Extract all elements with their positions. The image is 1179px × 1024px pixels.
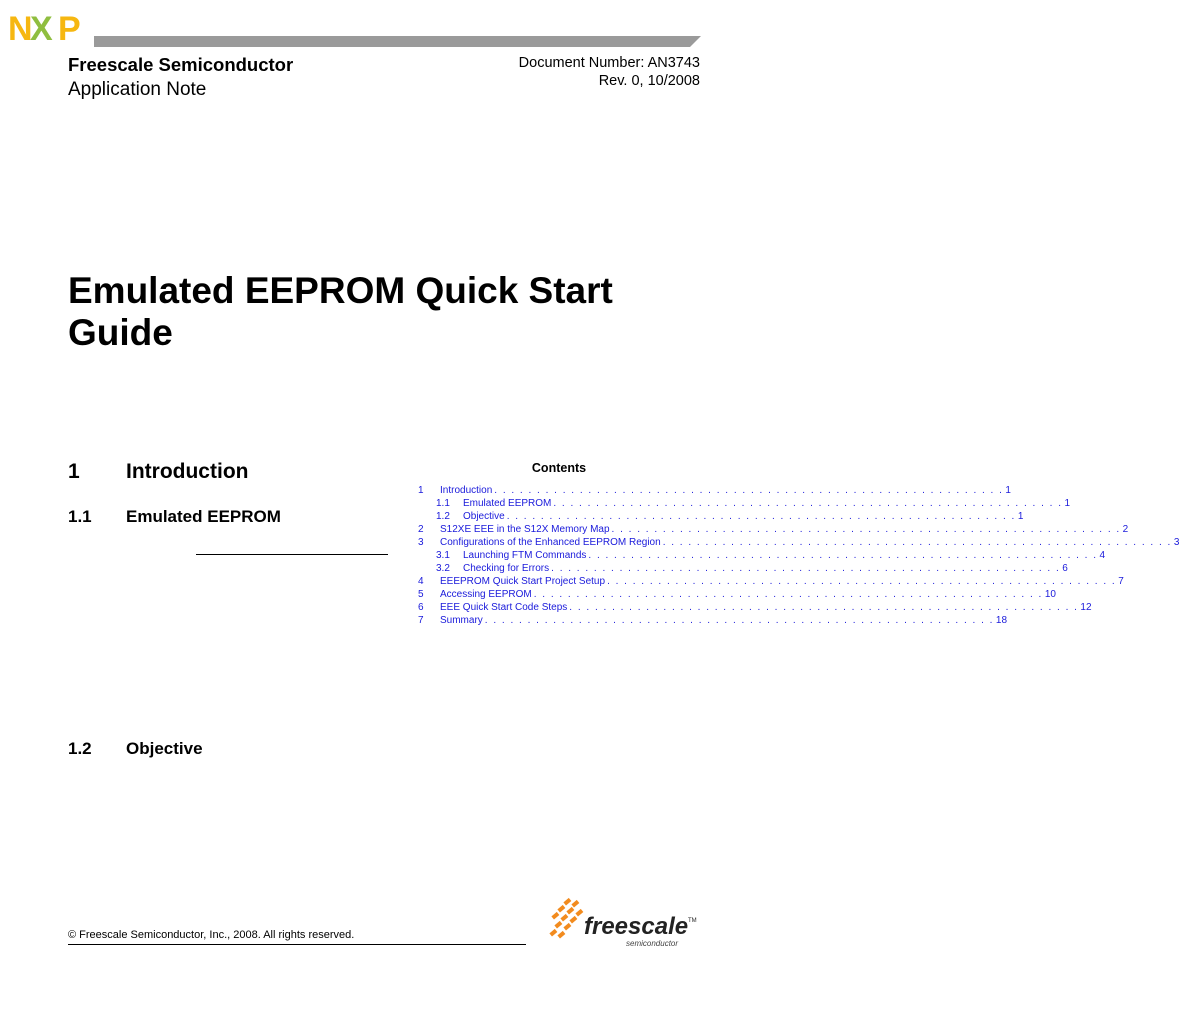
toc-entry-title[interactable]: Configurations of the Enhanced EEPROM Region [440, 537, 661, 548]
toc-entry-number: 1.1 [436, 498, 450, 509]
nxp-logo-letter-n: N [8, 10, 33, 48]
toc-entry-title[interactable]: EEEPROM Quick Start Project Setup [440, 576, 606, 587]
toc-entry-title[interactable]: Objective [463, 511, 505, 522]
nxp-logo [8, 8, 88, 48]
toc-entry-leader: . . . . . . . . . . . . . . . . . . . . . . . . . . . . . . . . . . . . . . . . . . . . . . . . . . . . . . . . . . . . [569, 602, 1079, 613]
toc-entry[interactable] [418, 562, 1068, 575]
toc-heading: Contents [531, 461, 587, 475]
toc-entry-leader: . . . . . . . . . . . . . . . . . . . . . . . . . . . . . . . . . . . . . . . . . . . . . . . . . . . . . . . . . . . . [553, 498, 1063, 509]
freescale-logo-tm: TM [688, 918, 697, 924]
toc-entry-page[interactable]: 1 [1064, 498, 1071, 509]
toc-entry-leader: . . . . . . . . . . . . . . . . . . . . . . . . . . . . . . . . . . . . . . . . . . . . . . . . . . . . . . . . . . . . [607, 576, 1117, 587]
toc-entry[interactable] [418, 484, 1011, 497]
toc-entry-page[interactable]: 1 [1005, 485, 1011, 496]
toc-entry-number: 1 [418, 485, 424, 496]
section-heading-1-2 [68, 739, 388, 761]
section-number: 1.1 [68, 507, 92, 526]
toc-entry-number: 3.2 [436, 563, 450, 574]
section-title: Objective [126, 739, 203, 758]
toc-entry[interactable] [418, 510, 1024, 523]
toc-entry[interactable] [418, 575, 1124, 588]
toc-entry-page[interactable]: 7 [1118, 576, 1124, 587]
toc-entry-title[interactable]: Emulated EEPROM [463, 498, 552, 509]
toc-entry-leader: . . . . . . . . . . . . . . . . . . . . . . . . . . . . . . . . . . . . . . . . . . . . . . . . . . . . . . . . . . . . [588, 550, 1098, 561]
toc-entry-number: 4 [418, 576, 424, 587]
section-heading-1-1 [68, 507, 388, 529]
document-title: Emulated EEPROM Quick Start Guide [68, 270, 613, 353]
copyright-notice: © Freescale Semiconductor, Inc., 2008. All rights reserved. [68, 929, 355, 941]
toc-entry-leader: . . . . . . . . . . . . . . . . . . . . . . . . . . . . . . . . . . . . . . . . . . . . . . . . . . . . . . . . . . . . [484, 615, 994, 626]
toc-entry-page[interactable]: 3 [1173, 537, 1179, 548]
section-number: 1.2 [68, 739, 92, 758]
footer-divider [68, 944, 526, 945]
document-number: Document Number: AN3743 [518, 55, 700, 71]
toc-entry-leader: . . . . . . . . . . . . . . . . . . . . . . . . . . . . . . . . . . . . . . . . . . . . . . . . . . . . . . . . . . . . [506, 511, 1016, 522]
toc-entry[interactable] [418, 536, 1179, 549]
toc-entry-page[interactable]: 4 [1099, 550, 1106, 561]
section-divider [196, 554, 388, 555]
toc-entry-page[interactable]: 12 [1080, 602, 1092, 613]
toc-entry-number: 1.2 [436, 511, 450, 522]
freescale-logo-subtext: semiconductor [626, 939, 679, 948]
toc-entry-page[interactable]: 1 [1017, 511, 1024, 522]
toc-entry-page[interactable]: 10 [1044, 589, 1056, 600]
toc-entry-page[interactable]: 2 [1122, 524, 1129, 535]
company-name: Freescale Semiconductor [68, 54, 294, 75]
revision: Rev. 0, 10/2008 [598, 73, 700, 89]
toc-entry-number: 7 [418, 615, 424, 626]
toc-entry-title[interactable]: Launching FTM Commands [463, 550, 587, 561]
toc-entry-title[interactable]: Checking for Errors [463, 563, 550, 574]
toc-entry-title[interactable]: S12XE EEE in the S12X Memory Map [440, 524, 610, 535]
toc-entry[interactable] [418, 614, 1008, 627]
freescale-logo [548, 898, 708, 950]
toc-entry-leader: . . . . . . . . . . . . . . . . . . . . . . . . . . . . . . . . . . . . . . . . . . . . . . . . . . . . . . . . . . . . [551, 563, 1061, 574]
toc-entry[interactable] [418, 601, 1092, 614]
toc-entry[interactable] [418, 549, 1106, 562]
toc-entry-number: 6 [418, 602, 424, 613]
toc-entry-title[interactable]: Summary [440, 615, 483, 626]
section-title: Introduction [126, 460, 249, 483]
toc-entry-number: 5 [418, 589, 424, 600]
toc-entry-leader: . . . . . . . . . . . . . . . . . . . . . . . . . . . . . . . . . . . . . . . . . . . . . . . . . . . . . . . . . . . . [662, 537, 1172, 548]
section-number: 1 [68, 460, 80, 483]
toc-entry-leader: . . . . . . . . . . . . . . . . . . . . . . . . . . . . . . . . . . . . . . . . . . . . . . . . . . . . . . . . . . . . [611, 524, 1121, 535]
toc-entry-title[interactable]: Introduction [440, 485, 493, 496]
nxp-logo-letter-x: X [30, 10, 53, 48]
table-of-contents [418, 484, 1179, 627]
document-type: Application Note [68, 79, 207, 100]
toc-entry[interactable] [418, 523, 1129, 536]
header-bar [94, 36, 701, 47]
toc-entry-leader: . . . . . . . . . . . . . . . . . . . . . . . . . . . . . . . . . . . . . . . . . . . . . . . . . . . . . . . . . . . . [533, 589, 1043, 600]
toc-entry-number: 2 [418, 524, 424, 535]
toc-entry-title[interactable]: Accessing EEPROM [440, 589, 532, 600]
toc-entry-leader: . . . . . . . . . . . . . . . . . . . . . . . . . . . . . . . . . . . . . . . . . . . . . . . . . . . . . . . . . . . . [494, 485, 1004, 496]
section-heading-1 [68, 460, 388, 488]
freescale-logo-wordmark: freescale [584, 913, 689, 940]
toc-entry[interactable] [418, 497, 1071, 510]
toc-entry-number: 3 [418, 537, 424, 548]
toc-entry-page[interactable]: 6 [1062, 563, 1068, 574]
toc-entry[interactable] [418, 588, 1056, 601]
toc-entry-title[interactable]: EEE Quick Start Code Steps [440, 602, 568, 613]
nxp-logo-letter-p: P [58, 10, 81, 48]
freescale-logo-mark [549, 898, 583, 939]
toc-entry-page[interactable]: 18 [995, 615, 1008, 626]
section-title: Emulated EEPROM [126, 507, 281, 526]
toc-entry-number: 3.1 [436, 550, 450, 561]
